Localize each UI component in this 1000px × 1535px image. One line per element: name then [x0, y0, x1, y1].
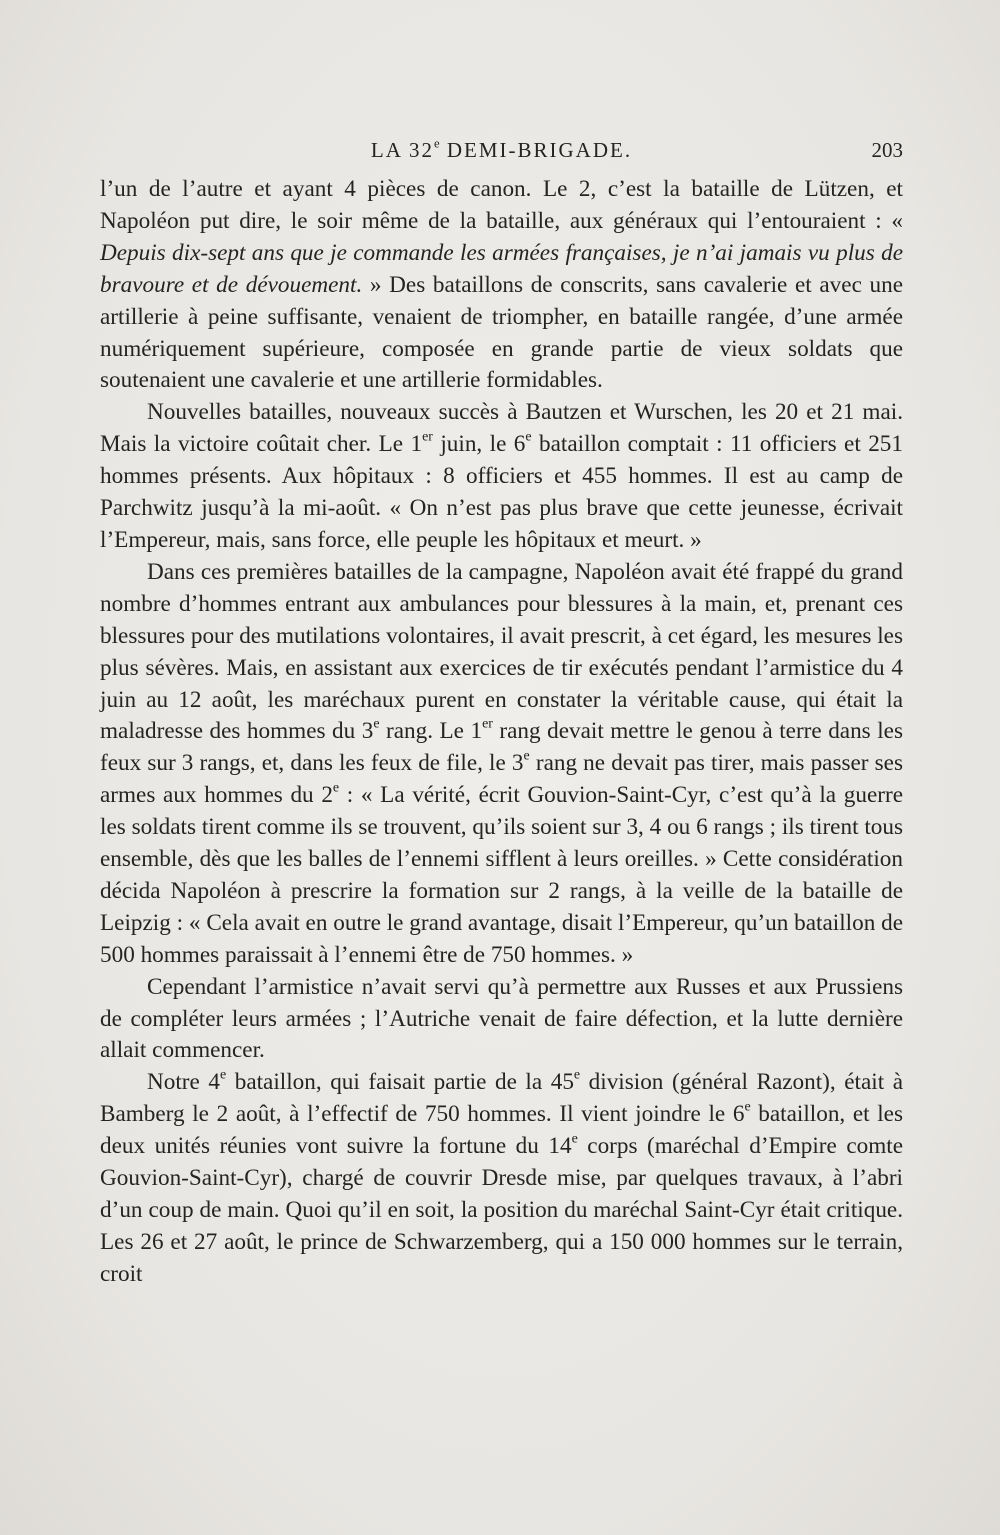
paragraph-5-text-e: corps (maréchal d’Empire comte Gouvion-Saint-Cyr), chargé de couvrir Dresde mise, par quelques travaux, à l’abri d’un coup de main. Quoi qu’il en soit, la position du maréchal Saint-Cyr était critique. Les 26 et 27 août, le prince de Schwarzemberg, qui a 150 000 hommes sur le terrain, croit — [100, 1133, 903, 1287]
paragraph-2 — [100, 397, 903, 557]
paragraph-1 — [100, 174, 903, 397]
paragraph-3-superscript-2: er — [482, 716, 493, 732]
paragraph-2-superscript-1: er — [422, 429, 433, 445]
paragraph-2-superscript-2: e — [525, 429, 532, 445]
paragraph-2-text-a: Nouvelles batailles, nouveaux succès à Bautzen et Wurschen, les 20 et 21 mai. Mais la victoire coûtait cher. Le 1 — [100, 399, 903, 458]
paragraph-5-text-b: bataillon, qui faisait partie de la 45 — [226, 1069, 574, 1096]
running-title — [100, 138, 903, 163]
paragraph-5-superscript-1: e — [219, 1067, 227, 1083]
paragraph-3-text-e: : « La vérité, écrit Gouvion-Saint-Cyr, c’est qu’à la guerre les soldats tirent comme ils se trouvent, qu’ils soient sur 3, 4 ou 6 rangs ; ils tirent tous ensemble, dès que les balles de l’ennemi sifflent à leurs oreilles. » Cette considération décida Napoléon à prescrire la formation sur 2 rangs, à la veille de la bataille de Leipzig : « Cela avait en outre le grand avantage, disait l’Empereur, qu’un bataillon de 500 hommes paraissait à l’ennemi être de 750 hommes. » — [100, 782, 903, 968]
paragraph-3-text-d: rang ne devait pas tirer, mais passer ses armes aux hommes du 2 — [100, 750, 904, 809]
paragraph-3-superscript-4: e — [332, 780, 340, 796]
running-title-rest: DEMI-BRIGADE. — [439, 138, 633, 162]
paragraph-3-text-c: rang devait mettre le genou à terre dans les feux sur 3 rangs, et, dans les feux de file, le 3 — [100, 718, 903, 777]
page-number: 203 — [871, 138, 903, 162]
paragraph-5-text-a: Notre 4 — [147, 1069, 220, 1096]
paragraph-5-superscript-4: e — [571, 1131, 578, 1147]
running-head — [100, 138, 903, 172]
paragraph-3 — [100, 557, 903, 972]
paragraph-5-text-c: division (général Razont), était à Bamberg le 2 août, à l’effectif de 750 hommes. Il vient joindre le 6 — [100, 1069, 904, 1128]
paragraph-3-superscript-1: e — [373, 716, 380, 732]
paragraph-3-superscript-3: e — [523, 748, 530, 764]
paragraph-1-text-b: » Des bataillons de conscrits, sans cavalerie et avec une artillerie à peine suffisante, venaient de triompher, en bataille rangée, d’une armée numériquement supérieure, composée en grande partie de vieux soldats que soutenaient une cavalerie et une artillerie formidables. — [100, 271, 903, 394]
paragraph-4-text-a: Cependant l’armistice n’avait servi qu’à permettre aux Russes et aux Prussiens de compléter leurs armées ; l’Autriche venait de faire défection, et la lutte dernière allait commencer. — [100, 973, 903, 1064]
napoleon-quote: Depuis dix-sept ans que je commande les armées françaises, je n’ai jamais vu plus de bravoure et de dévouement. — [100, 239, 903, 298]
paragraph-2-text-b: juin, le 6 — [432, 431, 526, 458]
paragraph-4 — [100, 972, 903, 1068]
body-text — [100, 174, 903, 1291]
paragraph-1-text-a: l’un de l’autre et ayant 4 pièces de canon. Le 2, c’est la bataille de Lützen, et Napoléon put dire, le soir même de la bataille, aux généraux qui l’entouraient : « — [100, 176, 903, 234]
paragraph-5-text-d: bataillon, et les deux unités réunies vont suivre la fortune du 14 — [100, 1101, 903, 1160]
paragraph-3-text-b: rang. Le 1 — [379, 718, 483, 745]
running-title-superscript: e — [434, 136, 440, 151]
paragraph-2-text-c: bataillon comptait : 11 officiers et 251 hommes présents. Aux hôpitaux : 8 officiers et 455 hommes. Il est au camp de Parchwitz jusqu’à la mi-août. « On n’est pas plus brave que cette jeunesse, écrivait l’Empereur, mais, sans force, elle peuple les hôpitaux et meurt. » — [100, 431, 903, 553]
running-title-main: LA 32 — [370, 138, 434, 162]
paragraph-5 — [100, 1067, 903, 1290]
paragraph-3-text-a: Dans ces premières batailles de la campagne, Napoléon avait été frappé du grand nombre d’hommes entrant aux ambulances pour blessures à la main, et, prenant ces blessures pour des mutilations volontaires, il avait prescrit, à cet égard, les mesures les plus sévères. Mais, en assistant aux exercices de tir exécutés pendant l’armistice du 4 juin au 12 août, les maréchaux purent en constater la véritable cause, qui était la maladresse des hommes du 3 — [100, 558, 903, 745]
paragraph-5-superscript-2: e — [573, 1067, 581, 1083]
paragraph-5-superscript-3: e — [744, 1099, 751, 1115]
